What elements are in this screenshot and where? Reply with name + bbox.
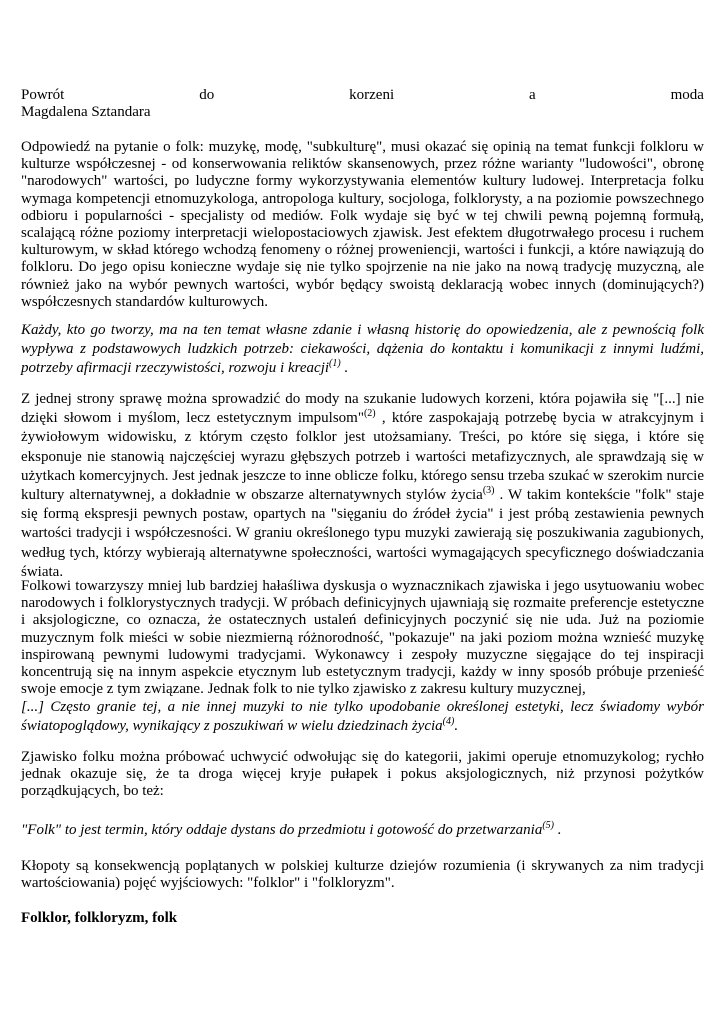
- title-word: do: [199, 87, 215, 103]
- article-title: [21, 87, 704, 104]
- author-name: Magdalena Sztandara: [21, 104, 151, 120]
- quote-1-text: Każdy, kto go tworzy, ma na ten temat własne zdanie i własną historię do opowiedzenia, ale z pewnością folk wypływa z podstawowych ludzkich potrzeb: ciekawości, dążenia do kontaktu i komunikacji z innymi ludźmi, potrzeby afirmacji rzeczywistości, rozwoju i kreacji: [21, 322, 704, 377]
- title-word: korzeni: [349, 87, 395, 103]
- footnote-ref-5[interactable]: (5): [542, 820, 554, 831]
- footnote-ref-1[interactable]: (1): [329, 358, 341, 370]
- title-word: moda: [670, 87, 704, 103]
- paragraph-2-part-b: , które zaspokajają potrzebę bycia w atrakcyjnym i żywiołowym widowisku, z którym często folklor jest utożsamiany. Treści, po które się sięga, i które się eksponuje nie stanowią najczęściej wyrazu głębszych potrzeb i wartości metafizycznych, ale sprawdzają się w użytkach komercyjnych. Jest jednak jeszcze to inne oblicze folku, którego sensu trzeba szukać w szerokim nurcie kultury alternatywnej, a dokładnie w obszarze alternatywnych stylów życia: [21, 410, 705, 504]
- quote-2: [...] Często granie tej, a nie innej muzyki to nie tylko upodobanie określonej estetyki, lecz świadomy wybór światopoglądowy, wynikający z poszukiwań w wielu dziedzinach życia$^{(4)}$.: [21, 699, 704, 735]
- quote-2-text: [...] Często granie tej, a nie innej muzyki to nie tylko upodobanie określonej estetyki, lecz świadomy wybór światopoglądowy, wynikający z poszukiwań w wielu dziedzinach życia: [21, 699, 704, 735]
- footnote-ref-4[interactable]: (4): [442, 716, 455, 728]
- paragraph-4: Zjawisko folku można próbować uchwycić odwołując się do kategorii, jakimi operuje etnomuzykolog; rychło jednak okazuje się, że ta droga więcej kryje pułapek i pokus aksjologicznych, niż przynosi pożytków porządkujących, bo też:: [21, 749, 704, 800]
- quote-1: Każdy, kto go tworzy, ma na ten temat własne zdanie i własną historię do opowiedzenia, ale z pewnością folk wypływa z podstawowych ludzkich potrzeb: ciekawości, dążenia do kontaktu i komunikacji z innymi ludźmi, potrzeby afirmacji rzeczywistości, rozwoju i kreacji$^{(1)}$ .: [21, 322, 704, 377]
- section-heading: Folklor, folkloryzm, folk: [21, 910, 178, 926]
- title-word: Powrót: [21, 87, 65, 103]
- paragraph-3: Folkowi towarzyszy mniej lub bardziej hałaśliwa dyskusja o wyznacznikach zjawiska i jego usytuowaniu wobec narodowych i folklorystycznych tradycji. W próbach definicyjnych ujawniają się rozmaite preferencje estetyczne i aksjologiczne, co oznacza, że ostatecznych ustaleń definicyjnych poczynić się nie uda. Już na poziomie muzycznym folk mieści w sobie niezmierną różnorodność, "pokazuje" na jaki poziom można wznieść muzykę inspirowaną pewnymi ludowymi tradycjami. Wykonawcy i zespoły muzyczne sięgające do tej inspiracji koncentrują się na innym aspekcie etycznym lub estetycznym tradycji, każdy w inny sposób próbuje przenieść swoje emocje z tym związane. Jednak folk to nie tylko zjawisko z zakresu kultury muzycznej,: [21, 578, 704, 698]
- quote-3: "Folk" to jest termin, który oddaje dystans do przedmiotu i gotowość do przetwarzania$^{(5)}$ .: [21, 820, 562, 838]
- paragraph-2-part-c: . W takim kontekście "folk" staje się formą ekspresji pewnych postaw, opartych na "sięganiu do źródeł życia" i jest próbą zestawienia pewnych wartości tradycji i współczesności. W graniu określonego typu muzyki zawierają się poszukiwania zagubionych, według tych, którzy wybierają alternatywne społeczności, wartości wymagających specyficznego doświadczania świata.: [21, 487, 705, 580]
- quote-3-text: "Folk" to jest termin, który oddaje dystans do przedmiotu i gotowość do przetwarzania: [21, 822, 543, 838]
- footnote-ref-2[interactable]: (2): [363, 408, 376, 420]
- paragraph-2: [21, 390, 704, 582]
- paragraph-1: Odpowiedź na pytanie o folk: muzykę, modę, "subkulturę", musi okazać się opinią na temat funkcji folkloru w kulturze współczesnej - od konserwowania reliktów skansenowych, przez różne warianty "ludowości", obronę "narodowych" wartości, po ludyczne formy wykorzystywania elementów kultury ludowej. Interpretacja folku wymaga kompetencji etnomuzykologa, antropologa kultury, socjologa, folklorysty, a na poziomie powszechnego odbioru i popularności - specjalisty od mediów. Folk wydaje się być w tej chwili pewną pojemną formułą, scalającą różne poziomy interpretacji wielopostaciowych zjawisk. Jest efektem długotrwałego procesu i ruchem kulturowym, w skład którego wchodzą fenomeny o różnej proweniencji, wartości i funkcji, a które nawiązują do folkloru. Do jego opisu konieczne wydaje się nie tylko spojrzenie na nie jako na nową tradycję muzyczną, ale również jako na wybór pewnych wartości, wybór będący swoistą deklaracją wobec innych (dominujących?) współczesnych standardów kulturowych.: [21, 139, 704, 310]
- footnote-ref-3[interactable]: (3): [482, 485, 495, 497]
- title-word: a: [529, 87, 536, 103]
- paragraph-5: Kłopoty są konsekwencją poplątanych w polskiej kulturze dziejów rozumienia (i skrywanych za nim tradycji wartościowania) pojęć wyjściowych: "folklor" i "folkloryzm".: [21, 858, 704, 892]
- paragraph-2-part-a: Z jednej strony sprawę można sprowadzić do mody na szukanie ludowych korzeni, która pojawiła się "[...] nie dzięki słowom i myślom, lecz estetycznym impulsom": [21, 391, 704, 427]
